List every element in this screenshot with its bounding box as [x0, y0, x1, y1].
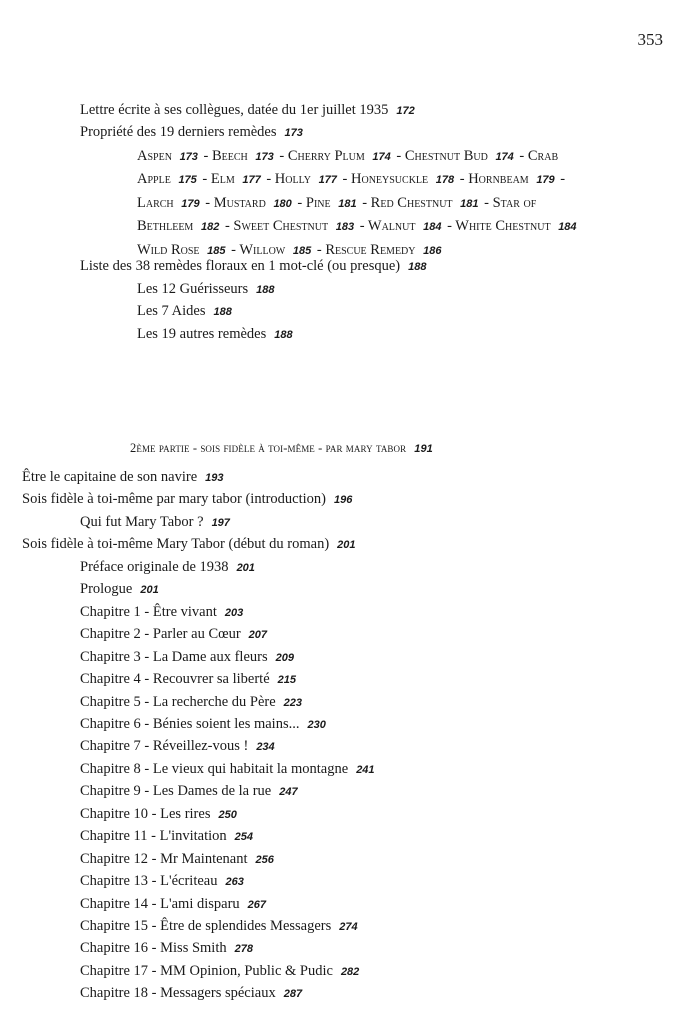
toc-entry-page: 267: [247, 899, 267, 911]
remedy-name: - Beech: [199, 148, 252, 164]
toc-entry-title: Être le capitaine de son navire: [22, 469, 198, 485]
remedy-name: - Holly: [262, 171, 315, 188]
toc-entry[interactable]: [80, 939, 253, 958]
remedy-name: -: [556, 171, 566, 188]
remedy-page: 173: [179, 151, 198, 163]
remedy-name: - White Chestnut: [443, 218, 555, 235]
remedy-page: 182: [200, 221, 220, 234]
remedies-list: [137, 145, 667, 262]
toc-entry[interactable]: [22, 535, 356, 554]
toc-entry[interactable]: [80, 123, 303, 142]
remedy-page: 181: [460, 197, 479, 210]
toc-entry-page: 263: [225, 876, 244, 888]
remedy-page: 178: [435, 174, 455, 187]
remedy-page: 180: [273, 197, 292, 210]
remedy-line: [137, 145, 667, 168]
part-title[interactable]: [130, 441, 433, 456]
remedy-page: 184: [558, 221, 577, 234]
toc-entry-title: Les 7 Aides: [137, 303, 206, 319]
remedy-page: 173: [255, 151, 274, 163]
toc-entry-page: 230: [307, 719, 326, 731]
toc-entry[interactable]: [22, 490, 352, 509]
toc-entry[interactable]: [22, 468, 224, 487]
toc-entry[interactable]: [80, 872, 244, 891]
toc-entry-title: Chapitre 12 - Mr Maintenant: [80, 851, 248, 867]
toc-entry[interactable]: [80, 715, 326, 734]
toc-entry-title: Chapitre 4 - Recouvrer sa liberté: [80, 671, 270, 687]
remedy-name: - Hornbeam: [456, 171, 533, 188]
toc-entry-title: Liste des 38 remèdes floraux en 1 mot-clé (ou presque): [80, 258, 401, 274]
toc-entry-page: 282: [340, 966, 360, 978]
remedy-page: 184: [423, 221, 442, 234]
toc-entry-page: 201: [140, 584, 159, 596]
remedy-page: 185: [207, 244, 226, 257]
toc-entry[interactable]: [80, 895, 266, 914]
remedy-name: - Willow: [227, 241, 289, 258]
remedy-name: - Red Chestnut: [358, 194, 457, 211]
toc-entry-title: Les 12 Guérisseurs: [137, 281, 249, 297]
toc-entry-page: 287: [283, 988, 303, 1000]
toc-entry-title: Préface originale de 1938: [80, 559, 229, 575]
toc-entry-page: 247: [279, 786, 298, 798]
toc-entry-title: Propriété des 19 derniers remèdes: [80, 124, 277, 140]
remedy-name: - Elm: [198, 171, 239, 188]
toc-entry-title: Chapitre 18 - Messagers spéciaux: [80, 985, 276, 1001]
remedy-page: 181: [338, 197, 357, 210]
toc-entry-title: Lettre écrite à ses collègues, datée du 1er juillet 1935: [80, 102, 389, 118]
toc-entry-page: 196: [334, 494, 353, 506]
toc-entry-title: Chapitre 10 - Les rires: [80, 806, 211, 822]
remedy-name: Apple: [137, 171, 175, 188]
toc-entry[interactable]: [80, 850, 274, 869]
remedy-page: 175: [178, 174, 197, 187]
toc-entry[interactable]: [80, 782, 298, 801]
remedy-name: - Star of: [480, 194, 537, 211]
toc-entry[interactable]: [80, 805, 237, 824]
remedy-name: Aspen: [137, 148, 176, 164]
remedy-page: 174: [495, 151, 514, 163]
toc-entry-page: 234: [256, 741, 275, 753]
remedy-name: - Chestnut Bud: [392, 148, 492, 164]
toc-entry[interactable]: [80, 917, 358, 936]
toc-entry-page: 201: [236, 562, 255, 574]
remedy-name: - Walnut: [356, 218, 420, 235]
toc-entry-title: Chapitre 7 - Réveillez-vous !: [80, 738, 249, 754]
toc-entry-page: 256: [255, 854, 274, 866]
toc-entry-page: 188: [274, 329, 293, 341]
remedy-name: Bethleem: [137, 218, 197, 235]
toc-entry-page: 201: [337, 539, 356, 551]
toc-entry-title: Chapitre 1 - Être vivant: [80, 604, 217, 620]
remedy-name: Wild Rose: [137, 241, 204, 258]
toc-entry-title: Chapitre 3 - La Dame aux fleurs: [80, 649, 268, 665]
toc-entry-page: 209: [275, 652, 294, 664]
toc-entry[interactable]: [80, 101, 415, 120]
toc-entry-page: 197: [211, 517, 230, 529]
remedy-page: 179: [536, 174, 555, 187]
remedy-page: 177: [242, 174, 261, 187]
toc-entry[interactable]: [137, 302, 232, 321]
toc-entry[interactable]: [80, 760, 375, 779]
toc-entry[interactable]: [137, 325, 293, 344]
toc-entry-title: Chapitre 9 - Les Dames de la rue: [80, 783, 272, 799]
toc-entry-title: Prologue: [80, 581, 133, 597]
remedy-name: - Cherry Plum: [275, 148, 369, 164]
toc-entry[interactable]: [80, 693, 302, 712]
part-title-text: 2ème partie - sois fidèle à toi-même - par mary tabor: [130, 441, 407, 455]
toc-entry-title: Chapitre 13 - L'écriteau: [80, 873, 218, 889]
toc-entry[interactable]: [80, 257, 426, 276]
toc-entry-page: 188: [256, 284, 275, 296]
remedy-page: 183: [335, 221, 355, 234]
remedy-name: - Crab: [515, 148, 559, 164]
toc-entry[interactable]: [80, 603, 243, 622]
remedy-name: - Mustard: [201, 194, 270, 211]
remedy-name: - Sweet Chestnut: [221, 218, 332, 235]
toc-entry[interactable]: [80, 648, 294, 667]
toc-entry-title: Sois fidèle à toi-même Mary Tabor (début du roman): [22, 536, 330, 552]
toc-entry-title: Les 19 autres remèdes: [137, 326, 267, 342]
toc-entry-page: 172: [396, 105, 415, 117]
toc-entry[interactable]: [80, 984, 302, 1003]
toc-entry-page: 173: [284, 127, 303, 139]
toc-entry-page: 188: [213, 306, 232, 318]
toc-entry[interactable]: [80, 670, 296, 689]
toc-entry[interactable]: [80, 558, 255, 577]
remedy-page: 179: [181, 197, 200, 210]
toc-entry-title: Chapitre 17 - MM Opinion, Public & Pudic: [80, 963, 333, 979]
toc-entry-page: 215: [277, 674, 296, 686]
toc-entry-title: Chapitre 14 - L'ami disparu: [80, 896, 240, 912]
toc-entry-title: Chapitre 15 - Être de splendides Messagers: [80, 918, 332, 934]
toc-entry-page: 254: [234, 831, 254, 843]
toc-entry-title: Sois fidèle à toi-même par mary tabor (introduction): [22, 491, 327, 507]
remedy-name: - Rescue Remedy: [313, 241, 420, 258]
remedy-name: - Honeysuckle: [338, 171, 432, 188]
toc-entry-page: 193: [205, 472, 224, 484]
toc-entry-page: 278: [234, 943, 253, 955]
toc-entry-title: Chapitre 5 - La recherche du Père: [80, 694, 276, 710]
remedy-page: 186: [423, 244, 442, 257]
toc-entry-title: Chapitre 6 - Bénies soient les mains...: [80, 716, 300, 732]
remedy-page: 177: [318, 174, 337, 187]
remedy-line: [137, 168, 667, 191]
toc-entry-page: 250: [218, 809, 237, 821]
remedy-line: [137, 192, 667, 215]
toc-entry-title: Chapitre 16 - Miss Smith: [80, 940, 227, 956]
toc-entry-page: 207: [248, 629, 268, 641]
toc-entry-page: 274: [339, 921, 358, 933]
remedy-name: Larch: [137, 194, 178, 211]
page-number: 353: [637, 30, 663, 49]
remedy-line: [137, 215, 667, 238]
toc-entry[interactable]: [80, 513, 230, 532]
remedy-name: - Pine: [293, 194, 335, 211]
toc-entry[interactable]: [80, 827, 253, 846]
toc-entry-title: Chapitre 2 - Parler au Cœur: [80, 626, 241, 642]
toc-entry[interactable]: [80, 580, 159, 599]
remedy-page: 174: [372, 151, 391, 163]
toc-entry-title: Chapitre 8 - Le vieux qui habitait la montagne: [80, 761, 349, 777]
toc-entry[interactable]: [137, 280, 275, 299]
toc-entry-page: 203: [224, 607, 244, 619]
remedy-page: 185: [292, 244, 312, 257]
toc-entry-title: Qui fut Mary Tabor ?: [80, 514, 204, 530]
toc-entry-page: 223: [283, 697, 303, 709]
toc-entry-page: 241: [356, 764, 375, 776]
toc-entry-title: Chapitre 11 - L'invitation: [80, 828, 227, 844]
part-title-page: 191: [414, 443, 433, 455]
toc-entry[interactable]: [80, 962, 359, 981]
toc-entry[interactable]: [80, 625, 267, 644]
toc-entry-page: 188: [408, 261, 427, 273]
toc-entry[interactable]: [80, 737, 275, 756]
